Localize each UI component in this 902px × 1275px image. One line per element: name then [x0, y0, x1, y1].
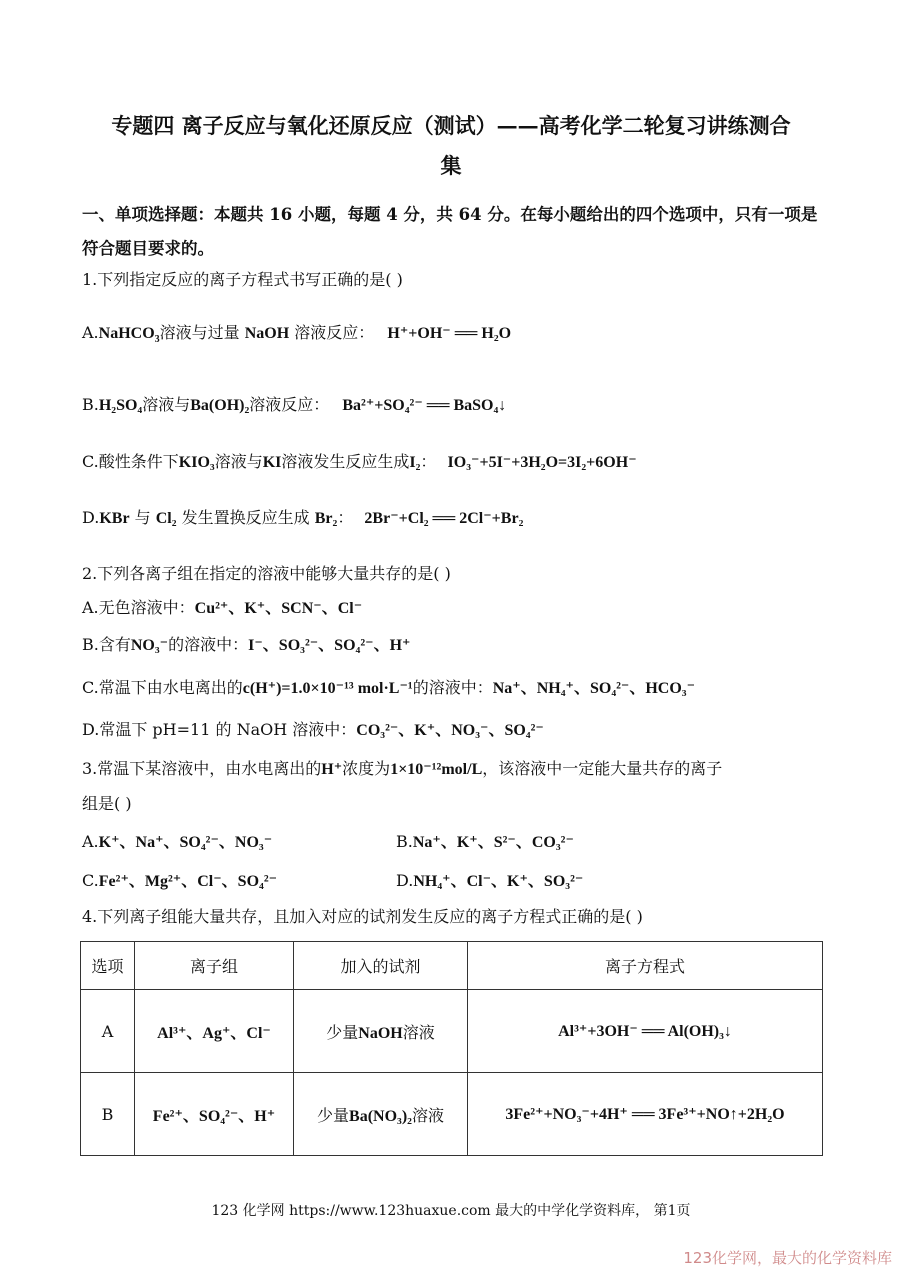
table-header-cell: 离子方程式	[468, 942, 823, 990]
table-cell-reagent: 少量Ba(NO₃)₂溶液	[294, 1073, 468, 1156]
page-title-continued: 集	[440, 153, 462, 178]
table-header-cell: 选项	[81, 942, 135, 990]
q2-option-c: C.常温下由水电离出的c(H⁺)=1.0×10⁻¹³ mol·L⁻¹的溶液中：Na⁺、NH₄⁺、SO₄²⁻、HCO₃⁻	[82, 678, 696, 697]
q3-option-a: A.K⁺、Na⁺、SO₄²⁻、NO₃⁻	[82, 832, 273, 851]
q1-d-equation: 2Br⁻+Cl₂ ══ 2Cl⁻+Br₂	[364, 510, 524, 527]
table-header-row	[81, 942, 823, 990]
q1-option-b: B.H₂SO₄溶液与Ba(OH)₂溶液反应： Ba²⁺+SO₄²⁻ ══ BaSO₄↓	[82, 395, 507, 414]
question-4-stem: 4.下列离子组能大量共存，且加入对应的试剂发生反应的离子方程式正确的是( )	[82, 907, 643, 926]
q1-a-equation: H⁺+OH⁻ ══ H₂O	[387, 325, 512, 342]
q2-option-b: B.含有NO₃⁻的溶液中：I⁻、SO₃²⁻、SO₄²⁻、H⁺	[82, 635, 411, 654]
q3-option-d: D.NH₄⁺、Cl⁻、K⁺、SO₃²⁻	[396, 871, 584, 890]
q4-table	[80, 941, 823, 1156]
question-3-stem-continued: 组是( )	[82, 794, 132, 813]
table-header-cell: 离子组	[135, 942, 294, 990]
q1-c-equation: IO₃⁻+5I⁻+3H₂O=3I₂+6OH⁻	[447, 454, 637, 471]
q3-option-b: B.Na⁺、K⁺、S²⁻、CO₃²⁻	[396, 832, 574, 851]
q1-option-a: A.NaHCO$_3$溶液与过量 NaOH 溶液反应： H⁺+OH⁻ ══ H₂O	[82, 323, 512, 346]
table-row	[81, 990, 823, 1073]
q2-option-d: D.常温下 pH=11 的 NaOH 溶液中：CO₃²⁻、K⁺、NO₃⁻、SO₄²⁻	[82, 720, 544, 739]
question-2-stem: 2.下列各离子组在指定的溶液中能够大量共存的是( )	[82, 564, 451, 583]
table-cell-ions: Fe²⁺、SO₄²⁻、H⁺	[135, 1073, 294, 1156]
table-cell-equation: 3Fe²⁺+NO₃⁻+4H⁺ ══ 3Fe³⁺+NO↑+2H₂O	[468, 1073, 823, 1156]
table-cell-option: A	[81, 990, 135, 1073]
table-cell-reagent: 少量NaOH溶液	[294, 990, 468, 1073]
question-1-stem: 1.下列指定反应的离子方程式书写正确的是( )	[82, 270, 403, 289]
q1-option-c: C.酸性条件下KIO₃溶液与KI溶液发生反应生成I₂： IO₃⁻+5I⁻+3H₂O=3I₂+6OH⁻	[82, 452, 637, 471]
table-row	[81, 1073, 823, 1156]
q3-option-c: C.Fe²⁺、Mg²⁺、Cl⁻、SO₄²⁻	[82, 871, 278, 890]
page-footer: 123 化学网 https://www.123huaxue.com 最大的中学化学资料库， 第1页	[211, 1203, 691, 1219]
question-3-stem: 3.常温下某溶液中，由水电离出的H⁺浓度为1×10⁻¹²mol/L，该溶液中一定能大量共存的离子	[82, 759, 723, 778]
q2-option-a: A.无色溶液中：Cu²⁺、K⁺、SCN⁻、Cl⁻	[82, 598, 363, 617]
table-cell-ions: Al³⁺、Ag⁺、Cl⁻	[135, 990, 294, 1073]
q1-b-equation: Ba²⁺+SO₄²⁻ ══ BaSO₄↓	[342, 397, 507, 414]
section-heading: 一、单项选择题：本题共 16 小题，每题 4 分，共 64 分。在每小题给出的四个选项中，只有一项是符合题目要求的。	[82, 205, 818, 258]
watermark: 123化学网，最大的化学资料库	[683, 1249, 892, 1267]
page-title: 专题四 离子反应与氧化还原反应（测试）——高考化学二轮复习讲练测合	[111, 113, 791, 138]
q1-option-d: D.KBr 与 Cl₂ 发生置换反应生成 Br₂： 2Br⁻+Cl₂ ══ 2Cl⁻+Br₂	[82, 508, 524, 527]
table-cell-equation: Al³⁺+3OH⁻ ══ Al(OH)₃↓	[468, 990, 823, 1073]
table-cell-option: B	[81, 1073, 135, 1156]
table-header-cell: 加入的试剂	[294, 942, 468, 990]
